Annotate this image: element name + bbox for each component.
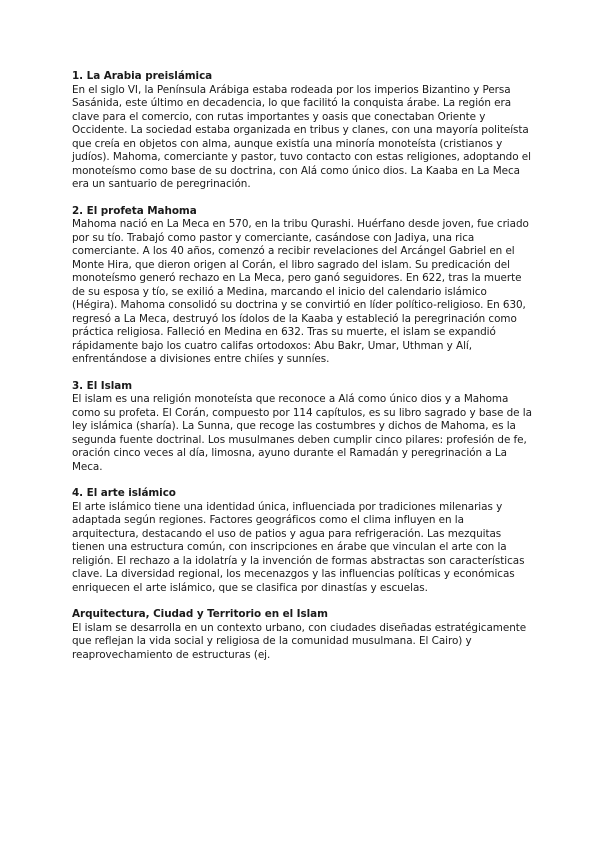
section-heading: 3. El Islam — [72, 379, 132, 392]
section-el-islam — [72, 380, 532, 475]
section-heading: Arquitectura, Ciudad y Territorio en el Islam — [72, 608, 328, 620]
section-profeta-mahoma — [72, 205, 532, 367]
section-paragraph: El islam se desarrolla en un contexto urbano, con ciudades diseñadas estratégicamente que reflejan la vida social y religiosa de la comunidad musulmana. El Cairo) y reaprovechamiento de estructuras (ej. — [72, 621, 527, 661]
section-heading: 4. El arte islámico — [72, 487, 176, 499]
document-page — [72, 70, 532, 675]
section-heading: 2. El profeta Mahoma — [72, 204, 197, 217]
section-arte-islamico — [72, 487, 532, 595]
section-arquitectura-ciudad-territorio — [72, 608, 532, 662]
section-paragraph: El arte islámico tiene una identidad única, influenciada por tradiciones milenarias y adaptada según regiones. Factores geográficos como el clima influyen en la arquitectura, destacando el uso de patios y agua para refrigeración. Las mezquitas tienen una estructura común, con inscripciones en árabe que vinculan el arte con la religión. El rechazo a la idolatría y la invención de formas abstractas son características clave. La diversidad regional, los mecenazgos y las influencias políticas y económicas enriquecen el arte islámico, que se clasifica por dinastías y escuelas. — [72, 500, 525, 594]
section-paragraph: Mahoma nació en La Meca en 570, en la tribu Qurashi. Huérfano desde joven, fue criado por su tío. Trabajó como pastor y comerciante, casándose con Jadiya, una rica comerciante. A los 40 años, comenzó a recibir revelaciones del Arcángel Gabriel en el Monte Hira, que dieron origen al Corán, el libro sagrado del islam. Su predicación del monoteísmo generó rechazo en La Meca, pero ganó seguidores. En 622, tras la muerte de su esposa y tío, se exilió a Medina, marcando el inicio del calendario islámico (Hégira). Mahoma consolidó su doctrina y se convirtió en líder político-religioso. En 630, regresó a La Meca, destruyó los ídolos de la Kaaba y estableció la peregrinación como práctica religiosa. Falleció en Medina en 632. Tras su muerte, el islam se expandió rápidamente bajo los cuatro califas ortodoxos: Abu Bakr, Umar, Uthman y Alí, enfrentándose a divisiones entre chiíes y sunníes. — [72, 218, 529, 365]
section-heading: 1. La Arabia preislámica — [72, 70, 213, 82]
section-paragraph: El islam es una religión monoteísta que reconoce a Alá como único dios y a Mahoma como su profeta. El Corán, compuesto por 114 capítulos, es su libro sagrado y base de la ley islámica (sharía). La Sunna, que recoge las costumbres y dichos de Mahoma, es la segunda fuente doctrinal. Los musulmanes deben cumplir cinco pilares: profesión de fe, oración cinco veces al día, limosna, ayuno durante el Ramadán y peregrinación a La Meca. — [72, 393, 532, 473]
section-paragraph: En el siglo VI, la Península Arábiga estaba rodeada por los imperios Bizantino y Persa Sasánida, este último en decadencia, lo que facilitó la conquista árabe. La región era clave para el comercio, con rutas importantes y oasis que conectaban Oriente y Occidente. La sociedad estaba organizada en tribus y clanes, con una mayoría politeísta que creía en objetos con alma, aunque existía una minoría monoteísta (cristianos y judíos). Mahoma, comerciante y pastor, tuvo contacto con estas religiones, adoptando el monoteísmo como base de su doctrina, con Alá como único dios. La Kaaba en La Meca era un santuario de peregrinación. — [72, 83, 531, 190]
section-arabia-preislamica — [72, 70, 532, 192]
